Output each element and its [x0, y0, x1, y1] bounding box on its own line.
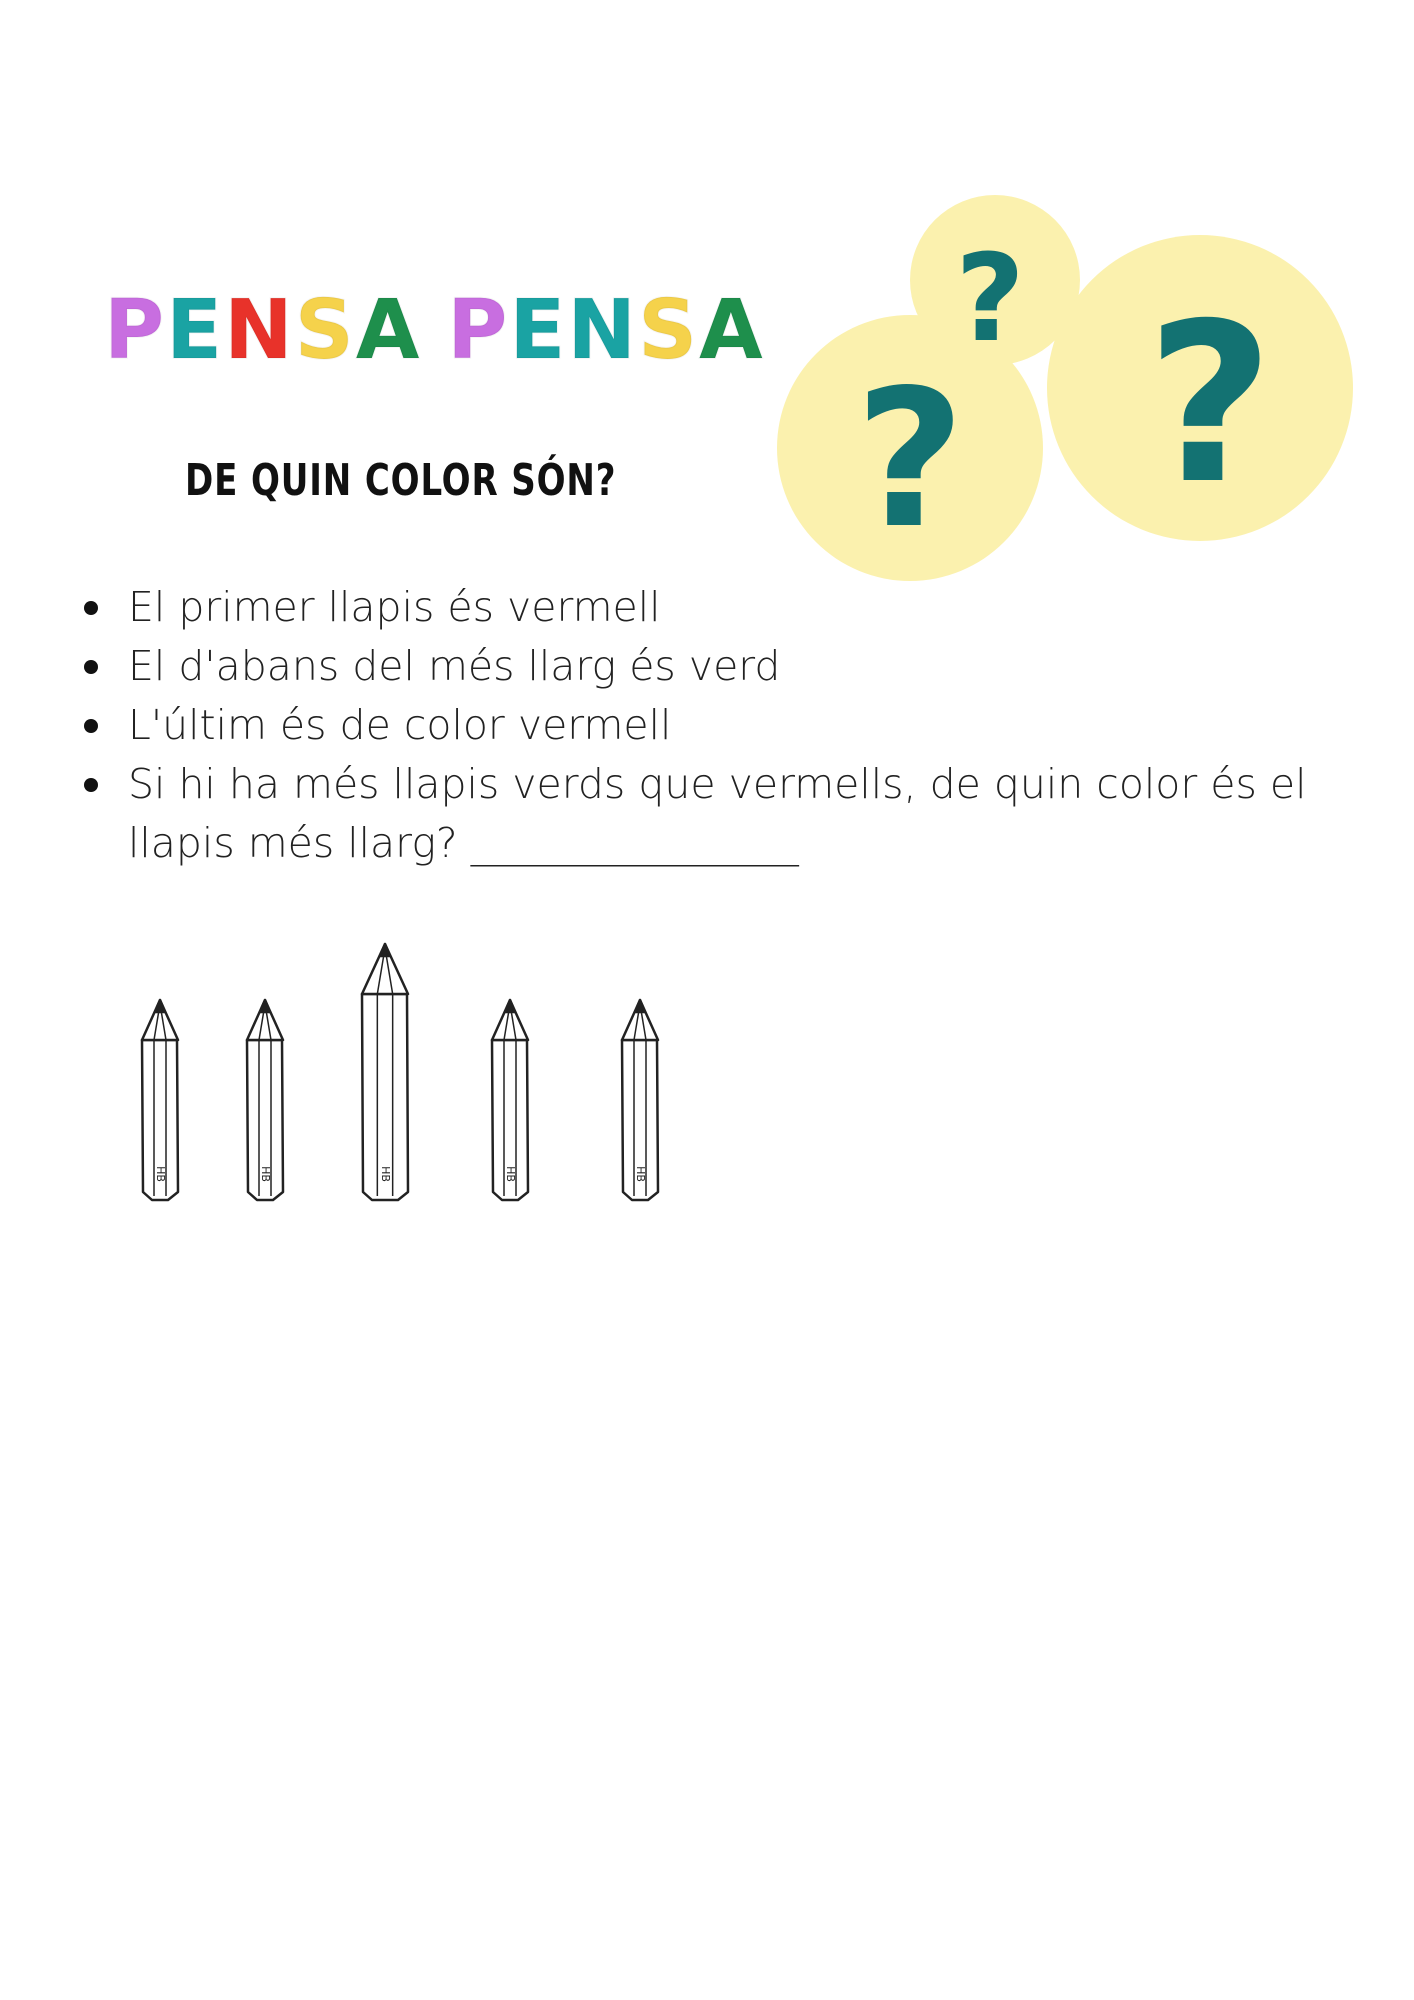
title-letter: S [294, 283, 356, 378]
pencil-label: HB [154, 1166, 167, 1182]
pencil-label: HB [379, 1166, 392, 1182]
title-letter: N [224, 283, 295, 378]
question-mark-icon: ? [854, 349, 966, 570]
pencil-label: HB [259, 1166, 272, 1182]
title-letter: E [509, 283, 568, 378]
title-letter: E [166, 283, 225, 378]
page-title [104, 283, 765, 378]
pencil-label: HB [504, 1166, 517, 1182]
question-bubbles-decoration [760, 190, 1380, 610]
clue-list [80, 578, 1360, 873]
pencil-outline [362, 944, 408, 1200]
title-letter: A [355, 283, 422, 378]
pencil-row [120, 940, 720, 1220]
clue-item: L'últim és de color vermell [80, 696, 1360, 755]
pencil-label: HB [634, 1166, 647, 1182]
question-mark-icon: ? [1146, 276, 1274, 532]
subtitle: DE QUIN COLOR SÓN? [185, 455, 617, 506]
title-letter: N [567, 283, 639, 378]
question-item: Si hi ha més llapis verds que vermells, de quin color és el llapis més llarg? ________________ [80, 755, 1360, 873]
title-letter: S [638, 283, 700, 378]
clue-item: El d'abans del més llarg és verd [80, 637, 1360, 696]
clue-item: El primer llapis és vermell [80, 578, 1360, 637]
title-letter: P [104, 283, 167, 378]
question-mark-icon: ? [955, 230, 1025, 369]
title-letter: A [699, 283, 765, 378]
title-letter: P [447, 283, 510, 378]
